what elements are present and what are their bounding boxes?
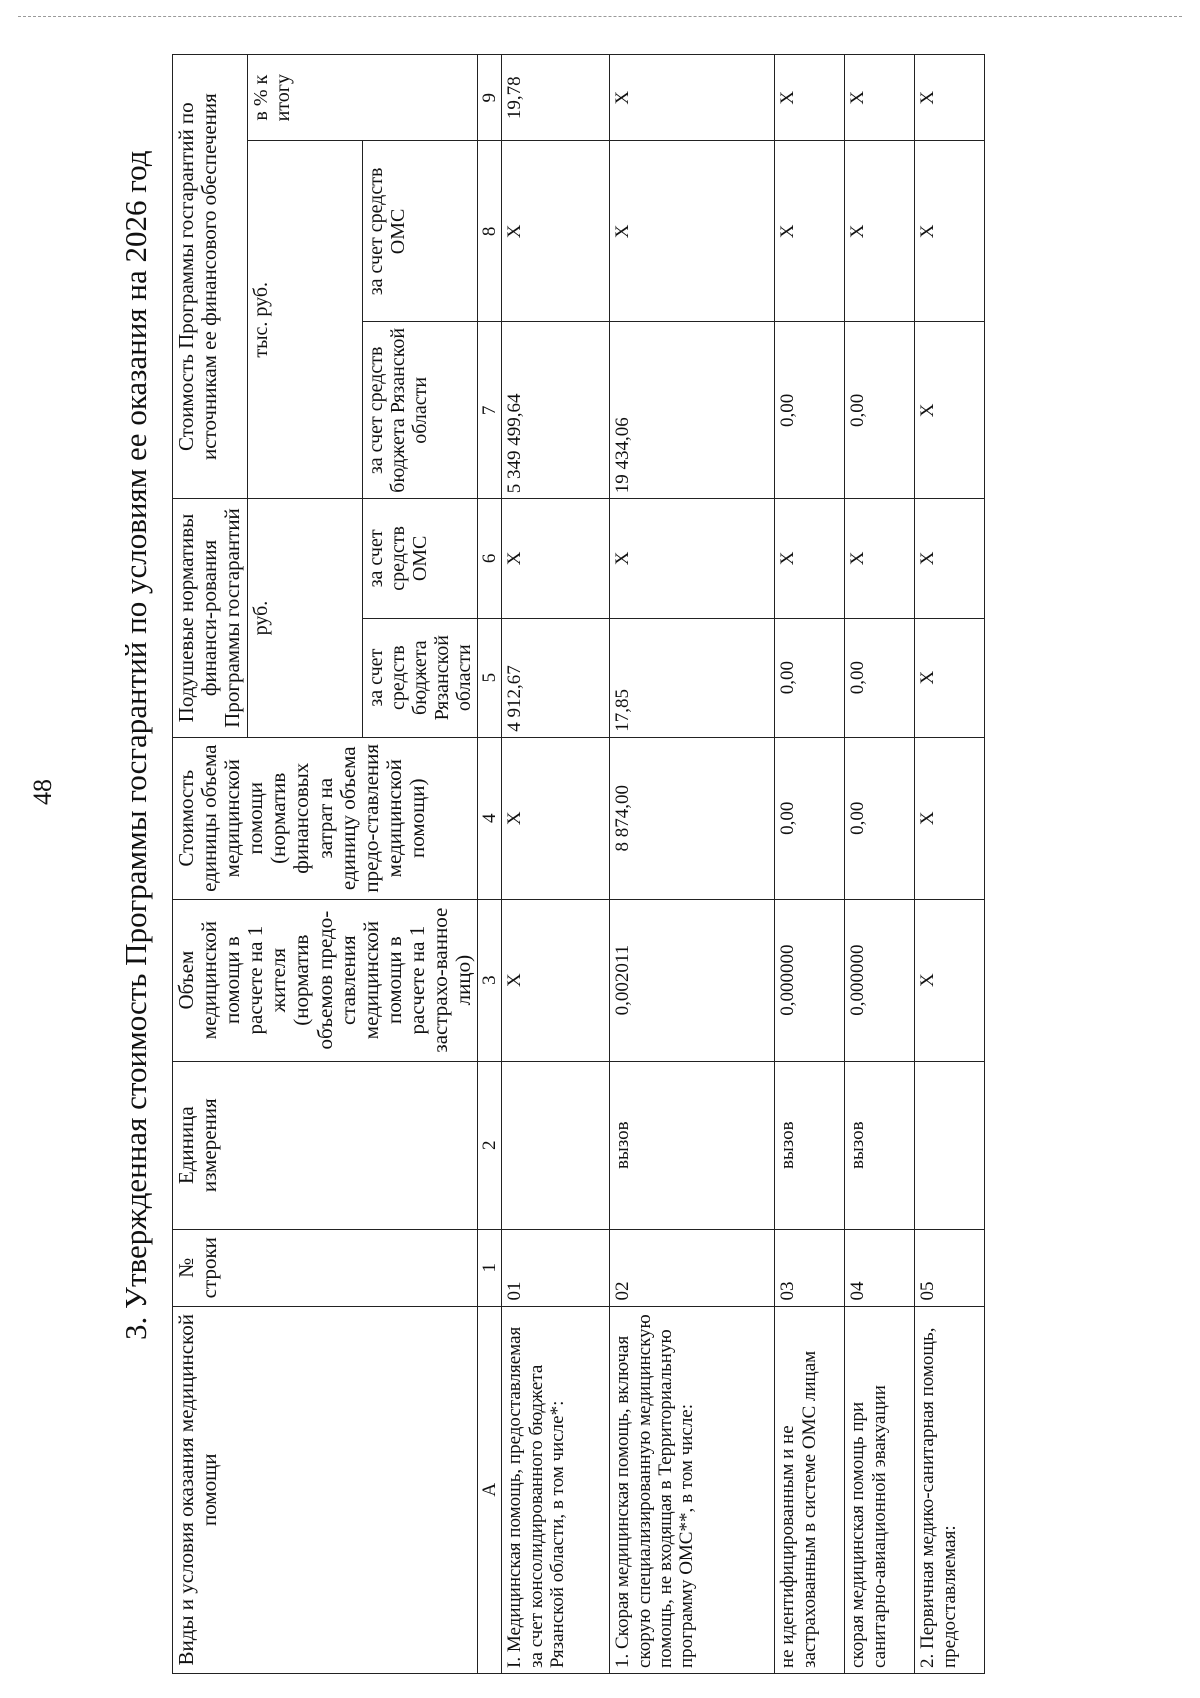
- row-total-budget: Х: [915, 322, 985, 499]
- page-number: 48: [28, 779, 57, 805]
- row-line: 04: [845, 1229, 915, 1306]
- row-volume: 0,000000: [845, 899, 915, 1061]
- page-title: 3. Утвержденная стоимость Программы госгарантий по условиям ее оказания на 2026 год: [118, 150, 153, 1340]
- row-per-capita-oms: Х: [845, 499, 915, 618]
- header-unit: Единица измерения: [173, 1061, 478, 1229]
- column-number: 2: [478, 1061, 502, 1229]
- row-total-oms: Х: [775, 141, 845, 322]
- scan-top-border: [18, 16, 1182, 17]
- row-cost: Х: [502, 737, 610, 899]
- row-line: 03: [775, 1229, 845, 1306]
- column-number: 6: [478, 499, 502, 618]
- row-percent: Х: [610, 55, 775, 141]
- row-cost: 8 874,00: [610, 737, 775, 899]
- row-total-budget: 0,00: [845, 322, 915, 499]
- row-total-oms: Х: [610, 141, 775, 322]
- row-per-capita-budget: 0,00: [775, 618, 845, 737]
- column-number: 3: [478, 899, 502, 1061]
- row-per-capita-oms: Х: [915, 499, 985, 618]
- header-per-capita-budget: за счет средств бюджета Рязанской области: [363, 618, 478, 737]
- column-numbers-row: [478, 55, 502, 1674]
- row-cost: 0,00: [775, 737, 845, 899]
- row-per-capita-budget: 4 912,67: [502, 618, 610, 737]
- row-total-budget: 0,00: [775, 322, 845, 499]
- row-name: не идентифицированным и не застрахованным в системе ОМС лицам: [775, 1306, 845, 1673]
- header-volume: Объем медицинской помощи в расчете на 1 жителя (норматив объемов предо-ставления медицинской помощи в расчете на 1 застрахо-ванное лицо): [173, 899, 478, 1061]
- row-unit: [915, 1061, 985, 1229]
- row-line: 01: [502, 1229, 610, 1306]
- row-line: 05: [915, 1229, 985, 1306]
- row-name: I. Медицинская помощь, предоставляемая за счет консолидированного бюджета Рязанской области, в том числе*:: [502, 1306, 610, 1673]
- table-row: [915, 55, 985, 1674]
- header-per-capita-unit: руб.: [248, 499, 363, 738]
- row-cost: 0,00: [845, 737, 915, 899]
- row-unit: вызов: [775, 1061, 845, 1229]
- row-per-capita-oms: Х: [775, 499, 845, 618]
- cost-table: [172, 54, 985, 1674]
- cost-table-container: [172, 54, 1172, 1674]
- row-total-oms: Х: [502, 141, 610, 322]
- header-kinds: Виды и условия оказания медицинской помощи: [173, 1306, 478, 1673]
- header-total-oms: за счет средств ОМС: [363, 141, 478, 322]
- row-volume: Х: [502, 899, 610, 1061]
- row-total-oms: Х: [845, 141, 915, 322]
- table-row: [775, 55, 845, 1674]
- column-number: 5: [478, 618, 502, 737]
- row-percent: Х: [775, 55, 845, 141]
- column-number: 4: [478, 737, 502, 899]
- header-program-cost-group: Стоимость Программы госгарантий по источникам ее финансового обеспечения: [173, 55, 248, 499]
- header-program-cost-unit: тыс. руб.: [248, 141, 363, 499]
- column-number: 1: [478, 1229, 502, 1306]
- header-line-number: № строки: [173, 1229, 478, 1306]
- column-number: 7: [478, 322, 502, 499]
- column-number: 8: [478, 141, 502, 322]
- row-volume: Х: [915, 899, 985, 1061]
- row-per-capita-budget: 0,00: [845, 618, 915, 737]
- row-per-capita-oms: Х: [502, 499, 610, 618]
- header-total-budget: за счет средств бюджета Рязанской области: [363, 322, 478, 499]
- row-percent: Х: [845, 55, 915, 141]
- row-total-budget: 19 434,06: [610, 322, 775, 499]
- header-percent: в % к итогу: [248, 55, 478, 141]
- column-number: А: [478, 1306, 502, 1673]
- row-unit: [502, 1061, 610, 1229]
- row-name: 1. Скорая медицинская помощь, включая скорую специализированную медицинскую помощь, не входящая в Территориальную программу ОМС**, в том числе:: [610, 1306, 775, 1673]
- row-name: скорая медицинская помощь при санитарно-авиационной эвакуации: [845, 1306, 915, 1673]
- row-volume: 0,002011: [610, 899, 775, 1061]
- row-percent: Х: [915, 55, 985, 141]
- row-name: 2. Первичная медико-санитарная помощь, предоставляемая:: [915, 1306, 985, 1673]
- row-cost: Х: [915, 737, 985, 899]
- column-number: 9: [478, 55, 502, 141]
- row-per-capita-budget: Х: [915, 618, 985, 737]
- row-unit: вызов: [610, 1061, 775, 1229]
- header-unit-cost: Стоимость единицы объема медицинской помощи (норматив финансовых затрат на единицу объема предо-ставления медицинской помощи): [173, 737, 478, 899]
- row-unit: вызов: [845, 1061, 915, 1229]
- row-per-capita-budget: 17,85: [610, 618, 775, 737]
- table-row: [610, 55, 775, 1674]
- row-total-oms: Х: [915, 141, 985, 322]
- row-line: 02: [610, 1229, 775, 1306]
- row-total-budget: 5 349 499,64: [502, 322, 610, 499]
- table-row: [502, 55, 610, 1674]
- row-percent: 19,78: [502, 55, 610, 141]
- table-row: [845, 55, 915, 1674]
- row-volume: 0,000000: [775, 899, 845, 1061]
- row-per-capita-oms: Х: [610, 499, 775, 618]
- header-per-capita-oms: за счет средств ОМС: [363, 499, 478, 618]
- header-per-capita-group: Подушевые нормативы финанси-рования Программы госгарантий: [173, 499, 248, 738]
